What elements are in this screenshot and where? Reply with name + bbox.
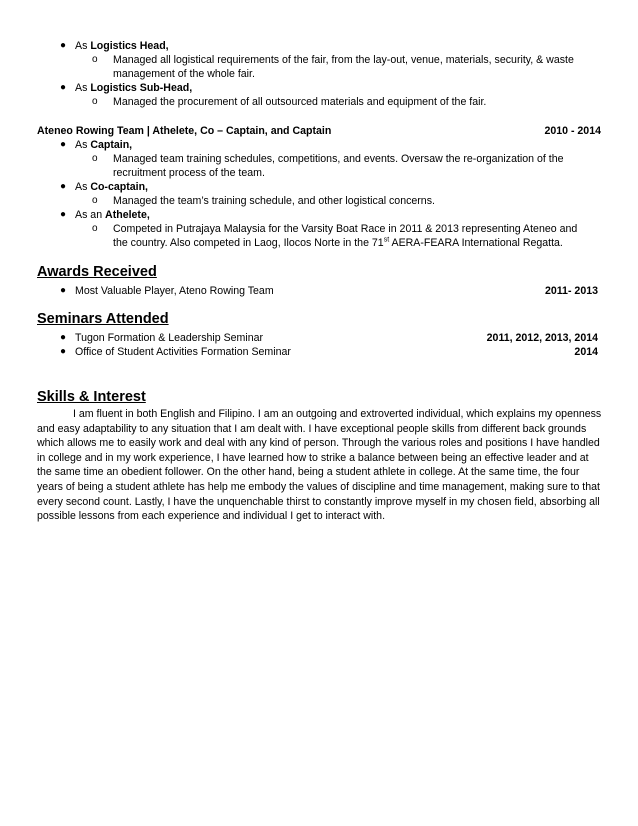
role-title: Athelete, xyxy=(105,209,150,221)
role-prefix: As xyxy=(75,181,91,193)
detail-text: Competed in Putrajaya Malaysia for the Varsity Boat Race in 2011 & 2013 representing Ateneo and the country. Also competed in Laog, Ilocos Norte in the 71st AERA-FEARA International Regatta. xyxy=(113,223,578,249)
role-title: Co-captain, xyxy=(90,181,148,193)
detail-text: Managed the team’s training schedule, and other logistical concerns. xyxy=(113,195,435,207)
bullet-icon: ● xyxy=(60,181,67,192)
detail-text: Managed the procurement of all outsourced materials and equipment of the fair. xyxy=(113,96,487,108)
role-prefix: As an xyxy=(75,209,106,221)
skills-paragraph: I am fluent in both English and Filipino. I am an outgoing and extroverted individual, which explains my openness and easy adaptability to any situation that I am dealt with. I have exceptional people skills from different back grounds which allows me to easily work and deal with any kind of person. Through the various roles and positions I have handled in college and in my work experience, I have learned how to strike a balance between being an effective leader and at the same time an obedient follower. On the other hand, being a student athlete in college. At the same time, the four years of being a student athlete has help me embody the values of discipline and time management, making sure to that every second count. Lastly, I have the unquenchable thirst to constantly improve myself in my chosen field, absorbing all possible lessons from each experience and individual I get to interact with. xyxy=(37,408,602,523)
circle-bullet-icon: o xyxy=(92,223,98,234)
circle-bullet-icon: o xyxy=(92,153,98,164)
role-title: Logistics Head, xyxy=(90,40,169,52)
bullet-icon: ● xyxy=(60,139,67,150)
bullet-icon: ● xyxy=(60,40,67,51)
role-title: Logistics Sub-Head, xyxy=(90,82,193,94)
skills-heading: Skills & Interest xyxy=(37,389,146,405)
role-title: Captain, xyxy=(90,139,133,151)
org-years: 2010 - 2014 xyxy=(544,125,601,137)
circle-bullet-icon: o xyxy=(92,195,98,206)
seminar-years: 2014 xyxy=(574,346,598,358)
awards-heading: Awards Received xyxy=(37,264,157,280)
detail-text: Managed team training schedules, competitions, and events. Oversaw the re-organization of the recruitment process of the team. xyxy=(113,153,564,179)
bullet-icon: ● xyxy=(60,346,67,357)
org-header-rowing xyxy=(37,124,601,138)
bullet-icon: ● xyxy=(60,209,67,220)
detail-text: Managed all logistical requirements of the fair, from the lay-out, venue, materials, security, & waste management of the whole fair. xyxy=(113,54,574,80)
seminars-heading: Seminars Attended xyxy=(37,311,169,327)
bullet-icon: ● xyxy=(60,82,67,93)
bullet-icon: ● xyxy=(60,285,67,296)
award-label: Most Valuable Player, Ateno Rowing Team xyxy=(75,285,274,297)
role-prefix: As xyxy=(75,82,91,94)
seminar-years: 2011, 2012, 2013, 2014 xyxy=(486,332,598,344)
org-title: Ateneo Rowing Team | Athelete, Co – Captain, and Captain xyxy=(37,125,332,137)
seminar-label: Tugon Formation & Leadership Seminar xyxy=(75,332,264,344)
role-prefix: As xyxy=(75,139,91,151)
seminar-label: Office of Student Activities Formation Seminar xyxy=(75,346,291,358)
circle-bullet-icon: o xyxy=(92,54,98,65)
bullet-icon: ● xyxy=(60,332,67,343)
circle-bullet-icon: o xyxy=(92,96,98,107)
award-years: 2011- 2013 xyxy=(544,285,598,297)
role-prefix: As xyxy=(75,40,91,52)
